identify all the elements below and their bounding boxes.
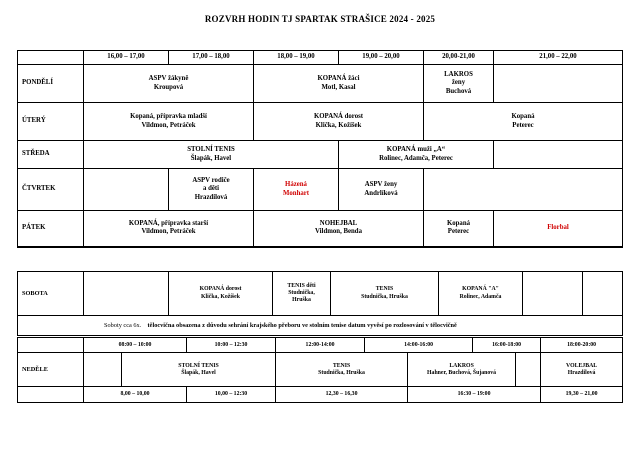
time-slot: 10,00 – 12:30	[187, 387, 276, 403]
day-label: ÚTERÝ	[18, 103, 84, 141]
day-label: STŘEDA	[18, 141, 84, 169]
empty-slot	[84, 272, 169, 316]
sunday-times-top	[18, 338, 623, 353]
row-saturday	[18, 272, 623, 316]
activity-aspv-zeny: ASPV ženy Andrlíková	[339, 169, 424, 211]
activity-kopana-muzi-a: KOPANÁ muži „A“ Rolinec, Adamča, Peterec	[339, 141, 494, 169]
empty-slot	[516, 353, 541, 387]
time-slot: 12:00-14:00	[276, 338, 365, 353]
activity-kopana: Kopaná Peterec	[424, 103, 623, 141]
activity-kopana-pripravka-mladsi: Kopaná, přípravka mladší Vildmon, Petráček	[84, 103, 254, 141]
activity-kopana-dorost: KOPANÁ dorost Klička, Kožíšek	[254, 103, 424, 141]
weekday-schedule	[17, 50, 623, 248]
activity-stolni-tenis: STOLNÍ TENIS Šlapák, Havel	[84, 141, 339, 169]
activity-kopana: Kopaná Peterec	[424, 211, 494, 247]
activity-tenis: TENIS Studnička, Hruška	[331, 272, 439, 316]
time-header-row	[18, 51, 623, 65]
time-slot: 18:00-20:00	[541, 338, 623, 353]
empty-slot	[424, 169, 623, 211]
page-title: ROZVRH HODIN TJ SPARTAK STRAŠICE 2024 - 2025	[204, 14, 436, 24]
sunday-times-bottom	[18, 387, 623, 403]
activity-kopana-pripravka-starsi: KOPANÁ, přípravka starší Vildmon, Petráček	[84, 211, 254, 247]
activity-kopana-zaci: KOPANÁ žáci Motl, Kasal	[254, 65, 424, 103]
activity-tenis: TENIS Studnička, Hruška	[276, 353, 408, 387]
time-slot: 17,00 – 18,00	[169, 51, 254, 65]
sunday-schedule	[17, 337, 623, 403]
activity-lakros: LAKROS ženy Buchová	[424, 65, 494, 103]
day-label: NEDĚLE	[18, 353, 84, 387]
activity-aspv-rodice: ASPV rodiče a děti Hrazdilová	[169, 169, 254, 211]
day-label: ČTVRTEK	[18, 169, 84, 211]
activity-volejbal: VOLEJBAL Hrazdilová	[541, 353, 623, 387]
empty-slot	[494, 65, 623, 103]
activity-hazena: Házená Monhart	[254, 169, 339, 211]
time-slot: 08:00 – 10:00	[84, 338, 187, 353]
activity-lakros: LAKROS Hahner, Buchová, Šujanová	[408, 353, 516, 387]
day-label: PONDĚLÍ	[18, 65, 84, 103]
day-label: PÁTEK	[18, 211, 84, 247]
time-slot: 10:00 – 12:30	[187, 338, 276, 353]
row-monday	[18, 65, 623, 103]
empty-slot	[494, 141, 623, 169]
row-sunday	[18, 353, 623, 387]
empty-slot	[523, 272, 583, 316]
time-slot: 16:30 – 19:00	[408, 387, 541, 403]
time-slot: 16:00-18:00	[473, 338, 541, 353]
time-slot: 8,00 – 10,00	[84, 387, 187, 403]
time-slot: 20,00-21,00	[424, 51, 494, 65]
row-tuesday	[18, 103, 623, 141]
time-slot: 18,00 – 19,00	[254, 51, 339, 65]
empty-slot	[583, 272, 623, 316]
empty-slot	[84, 169, 169, 211]
saturday-note: Soboty cca 6x. tělocvična obsazena z důvodu sehrání krajského přeboru ve stolním tenise datum vyvěsí po rozlosování v tělocvičně	[18, 316, 623, 336]
row-thursday	[18, 169, 623, 211]
row-wednesday	[18, 141, 623, 169]
time-slot: 16,00 – 17,00	[84, 51, 169, 65]
activity-tenis-deti: TENIS děti Studnička, Hruška	[273, 272, 331, 316]
saturday-schedule	[17, 271, 623, 336]
time-slot: 14:00-16:00	[365, 338, 473, 353]
activity-kopana-a: KOPANÁ "A" Rolinec, Adamča	[439, 272, 523, 316]
activity-nohejbal: NOHEJBAL Vildmon, Benda	[254, 211, 424, 247]
empty-slot	[84, 353, 122, 387]
day-label: SOBOTA	[18, 272, 84, 316]
activity-florbal: Florbal	[494, 211, 623, 247]
time-slot: 12,30 – 16,30	[276, 387, 408, 403]
time-slot: 19,00 – 20,00	[339, 51, 424, 65]
row-saturday-note	[18, 316, 623, 336]
time-slot: 21,00 – 22,00	[494, 51, 623, 65]
activity-kopana-dorost: KOPANÁ dorost Klička, Kožíšek	[169, 272, 273, 316]
activity-stolni-tenis: STOLNÍ TENIS Šlapák, Havel	[122, 353, 276, 387]
time-slot: 19,30 – 21,00	[541, 387, 623, 403]
activity-aspv-zakyne: ASPV žákyně Kroupová	[84, 65, 254, 103]
row-friday	[18, 211, 623, 247]
